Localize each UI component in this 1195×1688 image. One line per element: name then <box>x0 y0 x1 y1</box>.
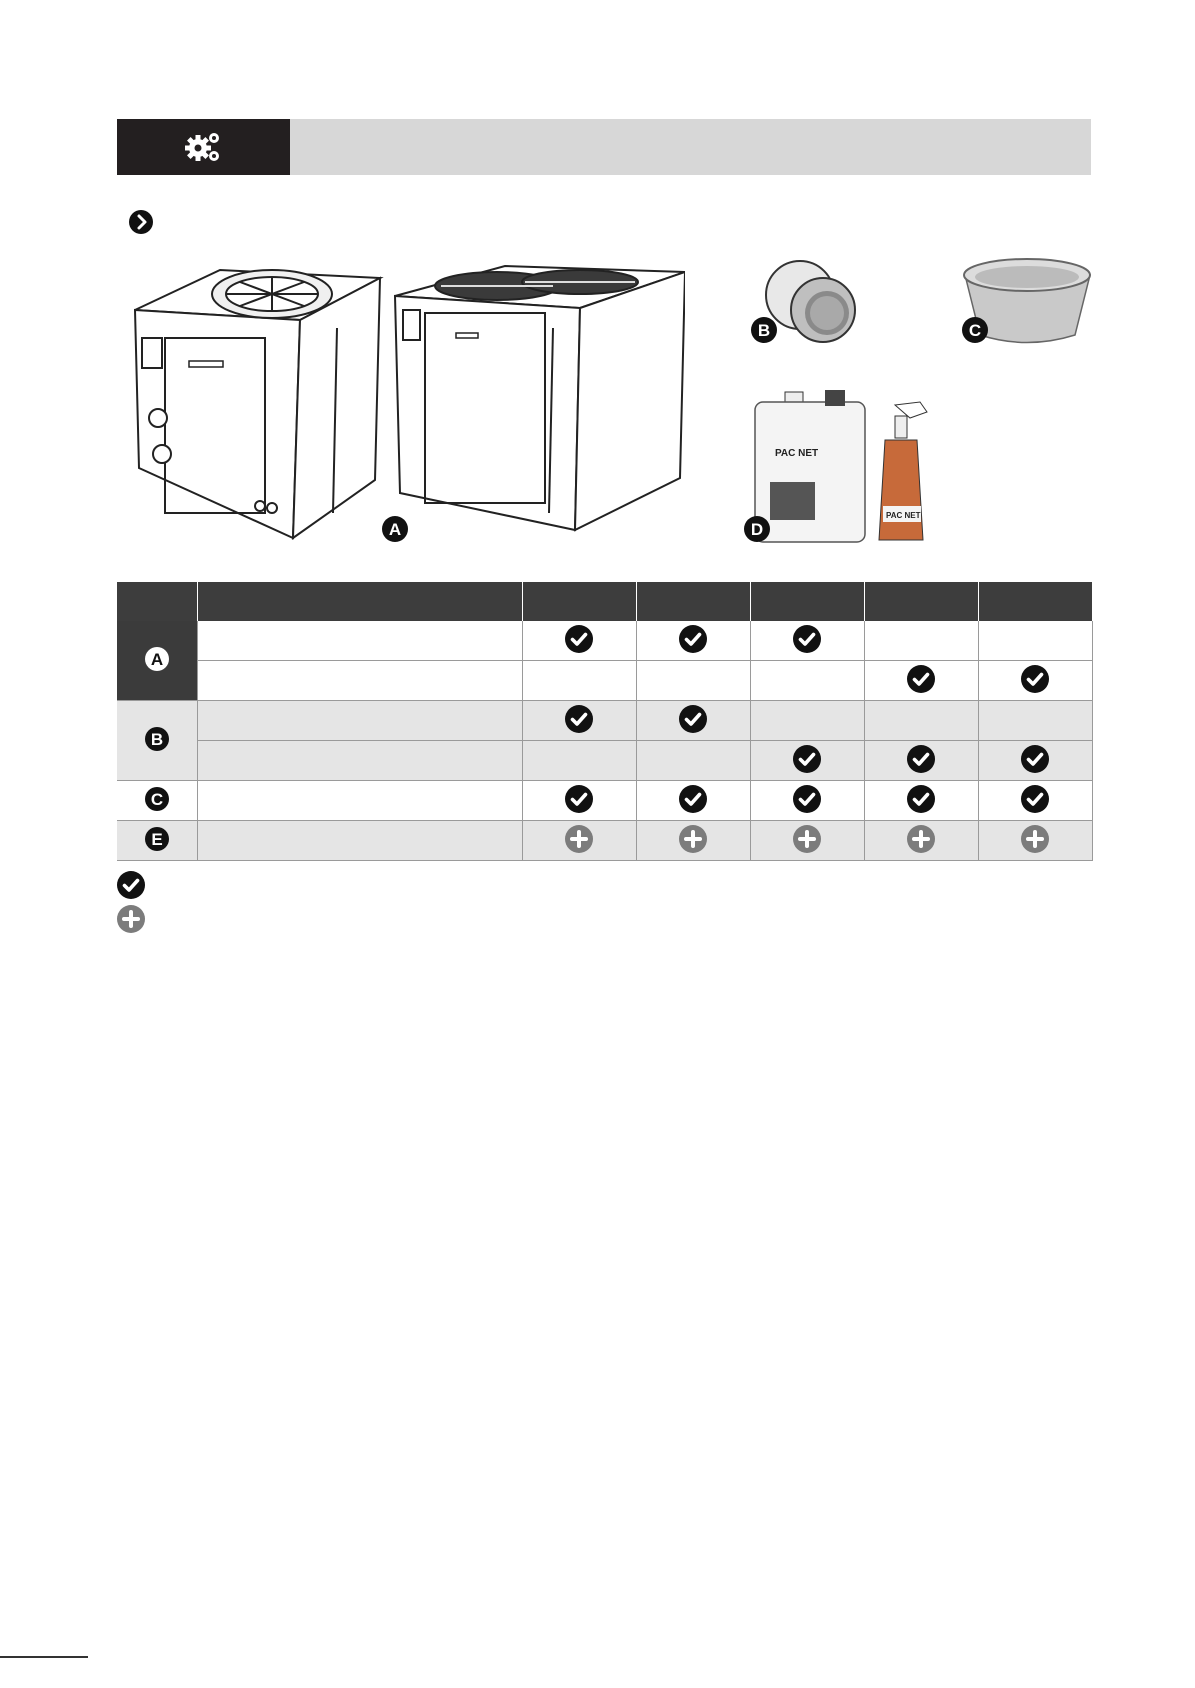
group-badge-icon <box>144 826 170 852</box>
plus-circle-icon <box>679 825 707 853</box>
table-header-row <box>117 582 1092 621</box>
table-header-cell <box>750 582 864 621</box>
table-cell <box>978 661 1092 701</box>
svg-text:C: C <box>968 321 982 340</box>
table-cell <box>522 821 636 861</box>
svg-text:A: A <box>150 650 163 669</box>
check-circle-icon <box>679 785 707 813</box>
table-cell <box>636 661 750 701</box>
check-circle-icon <box>117 871 145 899</box>
svg-text:B: B <box>757 321 771 340</box>
heat-pump-illustration <box>125 258 685 543</box>
check-circle-icon <box>679 705 707 733</box>
table-body <box>117 621 1092 861</box>
table-group-cell <box>117 821 197 861</box>
table-row-label <box>197 821 522 861</box>
table-cell <box>750 821 864 861</box>
table-cell <box>750 661 864 701</box>
table-row-label <box>197 781 522 821</box>
table-cell <box>636 701 750 741</box>
footer-rule <box>0 1656 88 1658</box>
svg-text:B: B <box>150 730 163 749</box>
table-cell <box>750 621 864 661</box>
table-cell <box>978 621 1092 661</box>
table-cell <box>864 741 978 781</box>
badge-c <box>962 317 988 343</box>
table-cell <box>864 821 978 861</box>
table-cell <box>864 701 978 741</box>
check-circle-icon <box>1021 745 1049 773</box>
table-cell <box>864 661 978 701</box>
table-row <box>117 781 1092 821</box>
table-row-label <box>197 661 522 701</box>
check-circle-icon <box>565 785 593 813</box>
group-badge-icon <box>144 786 170 812</box>
svg-text:D: D <box>750 520 764 539</box>
table-cell <box>636 821 750 861</box>
table-cell <box>522 661 636 701</box>
table-row <box>117 821 1092 861</box>
table-cell <box>978 781 1092 821</box>
table-cell <box>750 741 864 781</box>
plus-circle-icon <box>1021 825 1049 853</box>
check-circle-icon <box>1021 785 1049 813</box>
check-circle-icon <box>1021 665 1049 693</box>
svg-text:PAC NET: PAC NET <box>886 511 921 520</box>
table-cell <box>636 621 750 661</box>
check-circle-icon <box>679 625 707 653</box>
section-header <box>117 119 1091 175</box>
plus-circle-icon <box>565 825 593 853</box>
header-icon-box <box>117 119 290 175</box>
legend-item-plus <box>117 904 155 934</box>
check-circle-icon <box>565 705 593 733</box>
table-row-label <box>197 621 522 661</box>
group-badge-icon <box>144 646 170 672</box>
table-cell <box>750 701 864 741</box>
table-cell <box>750 781 864 821</box>
table-group-cell <box>117 781 197 821</box>
check-circle-icon <box>907 785 935 813</box>
table-cell <box>978 821 1092 861</box>
check-circle-icon <box>907 745 935 773</box>
cleaning-product-illustration <box>745 390 945 550</box>
table-row <box>117 741 1092 781</box>
compatibility-table <box>117 582 1093 861</box>
check-circle-icon <box>907 665 935 693</box>
table-row <box>117 661 1092 701</box>
svg-text:E: E <box>151 830 163 849</box>
svg-text:C: C <box>150 790 163 809</box>
table-row-label <box>197 741 522 781</box>
table-corner <box>117 582 197 621</box>
svg-text:PAC NET: PAC NET <box>775 448 819 459</box>
table-row-label <box>197 701 522 741</box>
plus-circle-icon <box>793 825 821 853</box>
gears-icon <box>184 129 224 165</box>
table-cell <box>522 701 636 741</box>
table-header-cell <box>864 582 978 621</box>
table-group-cell <box>117 621 197 701</box>
table-header-cell <box>197 582 522 621</box>
check-circle-icon <box>793 625 821 653</box>
plus-circle-icon <box>907 825 935 853</box>
table-header-cell <box>978 582 1092 621</box>
table-group-cell <box>117 701 197 781</box>
table-row <box>117 621 1092 661</box>
table-cell <box>864 781 978 821</box>
check-circle-icon <box>565 625 593 653</box>
table-cell <box>636 741 750 781</box>
table-cell <box>978 741 1092 781</box>
table-cell <box>978 701 1092 741</box>
group-badge-icon <box>144 726 170 752</box>
svg-text:A: A <box>388 520 402 539</box>
badge-d <box>744 516 770 542</box>
check-circle-icon <box>793 745 821 773</box>
chevron-right-circle-icon <box>129 210 153 234</box>
badge-b <box>751 317 777 343</box>
check-circle-icon <box>793 785 821 813</box>
table-cell <box>522 741 636 781</box>
table-cell <box>864 621 978 661</box>
table-header-cell <box>636 582 750 621</box>
table-header-cell <box>522 582 636 621</box>
table-cell <box>522 781 636 821</box>
plus-circle-icon <box>117 905 145 933</box>
table-row <box>117 701 1092 741</box>
badge-a <box>382 516 408 542</box>
table-cell <box>522 621 636 661</box>
table-cell <box>636 781 750 821</box>
legend-item-check <box>117 870 155 900</box>
